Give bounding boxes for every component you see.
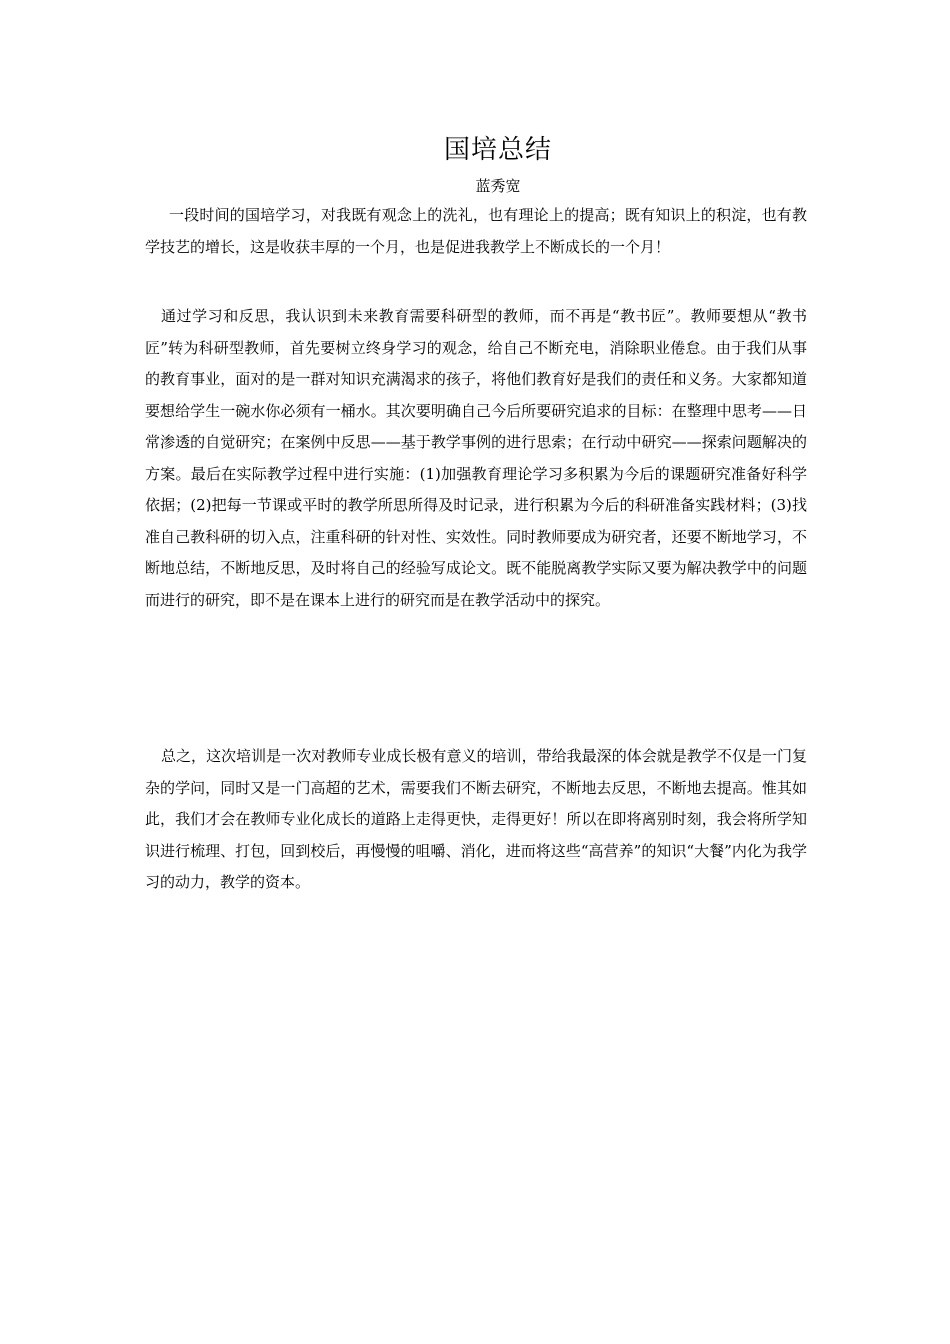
paragraph-reflection: 通过学习和反思，我认识到未来教育需要科研型的教师，而不再是“教书匠”。教师要想从“教书匠”转为科研型教师，首先要树立终身学习的观念，给自己不断充电，消除职业倦怠。由于我们从事的教育事业，面对的是一群对知识充满渴求的孩子，将他们教育好是我们的责任和义务。大家都知道要想给学生一碗水你必须有一桶水。其次要明确自己今后所要研究追求的目标：在整理中思考——日常渗透的自觉研究；在案例中反思——基于教学事例的进行思索；在行动中研究——探索问题解决的方案。最后在实际教学过程中进行实施：(1)加强教育理论学习多积累为今后的课题研究准备好科学依据；(2)把每一节课或平时的教学所思所得及时记录，进行积累为今后的科研准备实践材料；(3)找准自己教科研的切入点，注重科研的针对性、实效性。同时教师要成为研究者，还要不断地学习，不断地总结，不断地反思，及时将自己的经验写成论文。既不能脱离教学实际又要为解决教学中的问题而进行的研究，即不是在课本上进行的研究而是在教学活动中的探究。 xyxy=(145,307,807,609)
document-author: 蓝秀宽 xyxy=(475,177,521,195)
document-title: 国培总结 xyxy=(443,135,552,165)
paragraph-intro: 一段时间的国培学习，对我既有观念上的洗礼，也有理论上的提高；既有知识上的积淀，也有教学技艺的增长，这是收获丰厚的一个月，也是促进我教学上不断成长的一个月！ xyxy=(145,206,807,256)
paragraph-conclusion: 总之，这次培训是一次对教师专业成长极有意义的培训，带给我最深的体会就是教学不仅是一门复杂的学问，同时又是一门高超的艺术，需要我们不断去研究，不断地去反思，不断地去提高。惟其如此，我们才会在教师专业化成长的道路上走得更快，走得更好！所以在即将离别时刻，我会将所学知识进行梳理、打包，回到校后，再慢慢的咀嚼、消化，进而将这些“高营养”的知识“大餐”内化为我学习的动力，教学的资本。 xyxy=(145,747,807,891)
